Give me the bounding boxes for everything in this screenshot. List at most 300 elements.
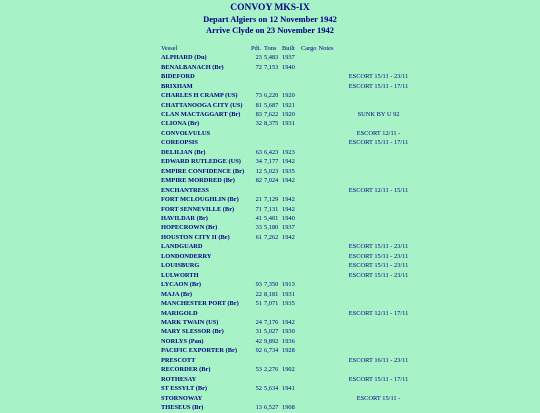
- vessel-cell: [160, 233, 250, 242]
- notes-cell: [318, 91, 440, 100]
- tons-cell: 7,129: [264, 196, 279, 204]
- vessel-cell: [160, 72, 250, 81]
- vessel-link[interactable]: ENCHANTRESS: [161, 186, 209, 194]
- built-cell: [281, 375, 300, 384]
- table-row: [160, 72, 440, 81]
- tons-cell: [263, 82, 281, 91]
- vessel-cell: [160, 101, 250, 110]
- table-row: [160, 309, 440, 318]
- notes-cell: [318, 223, 440, 232]
- vessel-cell: [160, 403, 250, 412]
- pdt-cell: [250, 242, 263, 251]
- cargo-cell: [300, 119, 318, 128]
- table-row: [160, 356, 440, 365]
- vessel-cell: [160, 176, 250, 185]
- pdt-cell: [250, 82, 263, 91]
- tons-cell: [263, 129, 281, 138]
- built-cell: 1935: [282, 300, 295, 308]
- cargo-cell: [300, 148, 318, 157]
- cargo-cell: [300, 53, 318, 62]
- convoy-title: CONVOY MKS-IX: [230, 3, 310, 13]
- pdt-cell: 34: [255, 158, 262, 166]
- built-cell: 1937: [282, 224, 295, 232]
- cargo-cell: [300, 176, 318, 185]
- built-cell: 1908: [282, 404, 295, 412]
- notes-cell: SUNK BY U 92: [357, 111, 400, 119]
- tons-cell: 7,262: [264, 233, 279, 241]
- notes-cell: [318, 148, 440, 157]
- cargo-cell: [300, 157, 318, 166]
- vessel-link[interactable]: HOPECROWN (Br): [161, 224, 218, 232]
- col-pdt: Pdt.: [251, 45, 262, 52]
- built-cell: 1920: [282, 111, 295, 119]
- vessel-cell: [160, 356, 250, 365]
- pdt-cell: 24: [255, 318, 262, 326]
- vessel-link[interactable]: MANCHESTER PORT (Br): [161, 300, 239, 308]
- pdt-cell: 21: [255, 196, 262, 204]
- built-cell: 1942: [282, 233, 295, 241]
- vessel-link[interactable]: DELILIAN (Br): [161, 148, 206, 156]
- table-row: [160, 129, 440, 138]
- notes-cell: [318, 63, 440, 72]
- vessel-link[interactable]: ALPHARD (Du): [161, 54, 207, 62]
- vessel-cell: [160, 280, 250, 289]
- pdt-cell: 12: [255, 167, 262, 175]
- pdt-cell: [250, 271, 263, 280]
- notes-cell: [318, 337, 440, 346]
- notes-cell: ESCORT 15/11 -: [356, 394, 401, 402]
- vessel-cell: [160, 91, 250, 100]
- vessel-link[interactable]: NORLYS (Pan): [161, 337, 204, 345]
- vessel-cell: [160, 384, 250, 393]
- table-row: [160, 233, 440, 242]
- convoy-table: [160, 44, 440, 413]
- pdt-cell: [250, 261, 263, 270]
- vessel-link[interactable]: LOUISBURG: [161, 262, 200, 270]
- pdt-cell: 42: [255, 337, 262, 345]
- vessel-cell: [160, 214, 250, 223]
- built-cell: 1931: [282, 290, 295, 298]
- table-row: [160, 299, 440, 308]
- built-cell: 1942: [282, 318, 295, 326]
- vessel-link[interactable]: CHATTANOOGA CITY (US): [161, 101, 243, 109]
- tons-cell: 5,483: [264, 54, 279, 62]
- vessel-link[interactable]: BRIXHAM: [161, 82, 193, 90]
- built-cell: [281, 356, 300, 365]
- pdt-cell: 13: [255, 404, 262, 412]
- cargo-cell: [300, 384, 318, 393]
- cargo-cell: [300, 394, 318, 403]
- col-tons: Tons: [264, 45, 277, 52]
- notes-cell: [318, 233, 440, 242]
- table-row: [160, 337, 440, 346]
- table-row: [160, 148, 440, 157]
- notes-cell: ESCORT 12/11 -: [356, 129, 401, 137]
- table-row: [160, 375, 440, 384]
- built-cell: 1921: [282, 101, 295, 109]
- table-row: [160, 110, 440, 119]
- vessel-link[interactable]: MAJA (Br): [161, 290, 193, 298]
- vessel-cell: [160, 138, 250, 147]
- table-row: [160, 63, 440, 72]
- notes-cell: ESCORT 15/11 - 23/11: [348, 252, 409, 260]
- vessel-cell: [160, 82, 250, 91]
- built-cell: [281, 72, 300, 81]
- pdt-cell: 83: [255, 111, 262, 119]
- notes-cell: [318, 365, 440, 374]
- built-cell: 1902: [282, 366, 295, 374]
- built-cell: 1935: [282, 167, 295, 175]
- notes-cell: [318, 346, 440, 355]
- built-cell: 1931: [282, 120, 295, 128]
- pdt-cell: 32: [255, 120, 262, 128]
- pdt-cell: 82: [255, 177, 262, 185]
- pdt-cell: [250, 186, 263, 195]
- vessel-cell: [160, 375, 250, 384]
- tons-cell: 5,023: [264, 167, 279, 175]
- table-row: [160, 327, 440, 336]
- vessel-cell: [160, 318, 250, 327]
- vessel-cell: [160, 63, 250, 72]
- vessel-link[interactable]: RECORDER (Br): [161, 366, 211, 374]
- cargo-cell: [300, 271, 318, 280]
- built-cell: 1930: [282, 328, 295, 336]
- pdt-cell: [250, 309, 263, 318]
- vessel-cell: [160, 205, 250, 214]
- vessel-cell: [160, 223, 250, 232]
- tons-cell: 5,634: [264, 385, 279, 393]
- pdt-cell: 52: [255, 385, 262, 393]
- vessel-link[interactable]: FORT MCLOUGHLIN (Br): [161, 196, 239, 204]
- arrive-line: Arrive Clyde on 23 November 1942: [205, 25, 335, 35]
- tons-cell: 7,131: [264, 205, 279, 213]
- tons-cell: 6,734: [264, 347, 279, 355]
- built-cell: 1942: [282, 196, 295, 204]
- vessel-link[interactable]: LYCAON (Br): [161, 281, 202, 289]
- cargo-cell: [300, 346, 318, 355]
- cargo-cell: [300, 129, 318, 138]
- depart-line: Depart Algiers on 12 November 1942: [203, 14, 337, 24]
- tons-cell: 5,027: [264, 328, 279, 336]
- pdt-cell: [250, 375, 263, 384]
- built-cell: 1940: [282, 215, 295, 222]
- notes-cell: [318, 290, 440, 299]
- tons-cell: 8,181: [264, 290, 279, 298]
- vessel-link[interactable]: LONDONDERRY: [161, 252, 212, 260]
- vessel-link[interactable]: LANDGUARD: [161, 243, 203, 251]
- tons-cell: [263, 394, 281, 403]
- vessel-cell: [160, 290, 250, 299]
- vessel-cell: [160, 53, 250, 62]
- tons-cell: 2,276: [264, 366, 279, 374]
- vessel-link[interactable]: COREOPSIS: [161, 139, 198, 147]
- pdt-cell: 53: [255, 366, 262, 374]
- tons-cell: 7,177: [264, 158, 279, 166]
- notes-cell: ESCORT 15/11 - 23/11: [348, 271, 409, 279]
- cargo-cell: [300, 365, 318, 374]
- cargo-cell: [300, 110, 318, 119]
- vessel-cell: [160, 365, 250, 374]
- built-cell: [281, 129, 300, 138]
- tons-cell: 7,622: [264, 111, 279, 119]
- pdt-cell: 63: [255, 148, 262, 156]
- tons-cell: 7,176: [264, 318, 279, 326]
- notes-cell: [318, 403, 440, 412]
- cargo-cell: [300, 195, 318, 204]
- tons-cell: [263, 309, 281, 318]
- notes-cell: [318, 167, 440, 176]
- notes-cell: [318, 384, 440, 393]
- built-cell: [281, 186, 300, 195]
- tons-cell: [263, 261, 281, 270]
- table-row: [160, 214, 440, 223]
- built-cell: [281, 309, 300, 318]
- vessel-link[interactable]: HOUSTON CITY II (Br): [161, 233, 230, 241]
- vessel-cell: [160, 110, 250, 119]
- tons-cell: 6,423: [264, 148, 279, 156]
- vessel-cell: [160, 167, 250, 176]
- vessel-cell: [160, 337, 250, 346]
- built-cell: 1942: [282, 177, 295, 185]
- cargo-cell: [300, 138, 318, 147]
- table-row: [160, 403, 440, 412]
- pdt-cell: [250, 394, 263, 403]
- notes-cell: [318, 280, 440, 289]
- cargo-cell: [300, 186, 318, 195]
- pdt-cell: [250, 252, 263, 261]
- vessel-cell: [160, 242, 250, 251]
- notes-cell: ESCORT 15/11 - 23/11: [348, 73, 409, 81]
- cargo-cell: [300, 214, 318, 223]
- table-row: [160, 119, 440, 128]
- tons-cell: [263, 375, 281, 384]
- vessel-link[interactable]: THESEUS (Br): [161, 404, 204, 412]
- table-row: [160, 157, 440, 166]
- notes-cell: ESCORT 15/11 - 23/11: [348, 243, 409, 251]
- cargo-cell: [300, 63, 318, 72]
- table-row: [160, 82, 440, 91]
- pdt-cell: [250, 138, 263, 147]
- table-row: [160, 394, 440, 403]
- vessel-cell: [160, 129, 250, 138]
- vessel-link[interactable]: HAVILDAR (Br): [161, 215, 208, 222]
- pdt-cell: [250, 72, 263, 81]
- vessel-link[interactable]: CLIONA (Br): [161, 120, 200, 128]
- built-cell: 1941: [282, 385, 295, 393]
- built-cell: [281, 394, 300, 403]
- built-cell: [281, 82, 300, 91]
- notes-cell: ESCORT 16/11 - 23/11: [348, 356, 409, 364]
- tons-cell: 7,153: [264, 63, 279, 71]
- tons-cell: 8,375: [264, 120, 279, 128]
- table-row: [160, 195, 440, 204]
- table-row: [160, 205, 440, 214]
- cargo-cell: [300, 327, 318, 336]
- pdt-cell: 41: [255, 215, 262, 222]
- table-row: [160, 223, 440, 232]
- vessel-cell: [160, 119, 250, 128]
- built-cell: 1936: [282, 337, 295, 345]
- cargo-cell: [300, 299, 318, 308]
- table-row: [160, 318, 440, 327]
- cargo-cell: [300, 82, 318, 91]
- pdt-cell: 31: [255, 328, 262, 336]
- vessel-link[interactable]: ST ESSYLT (Br): [161, 385, 208, 393]
- notes-cell: [318, 205, 440, 214]
- vessel-link[interactable]: CONVOLVULUS: [161, 129, 210, 137]
- notes-cell: [318, 318, 440, 327]
- built-cell: 1928: [282, 347, 295, 355]
- vessel-link[interactable]: EMPIRE MORDRED (Br): [161, 177, 235, 185]
- col-built: Built: [282, 45, 295, 52]
- notes-cell: ESCORT 15/11 - 17/11: [348, 375, 409, 383]
- notes-cell: [318, 327, 440, 336]
- cargo-cell: [300, 403, 318, 412]
- cargo-cell: [300, 233, 318, 242]
- vessel-link[interactable]: EDWARD RUTLEDGE (US): [161, 158, 241, 166]
- vessel-link[interactable]: PRESCOTT: [161, 356, 196, 364]
- vessel-link[interactable]: LULWORTH: [161, 271, 199, 279]
- tons-cell: 7,024: [264, 177, 279, 185]
- vessel-cell: [160, 271, 250, 280]
- cargo-cell: [300, 101, 318, 110]
- vessel-cell: [160, 195, 250, 204]
- table-row: [160, 271, 440, 280]
- built-cell: 1942: [282, 158, 295, 166]
- vessel-cell: [160, 346, 250, 355]
- vessel-link[interactable]: BIDEFORD: [161, 73, 195, 81]
- col-notes: Notes: [318, 45, 334, 52]
- pdt-cell: 81: [255, 101, 262, 109]
- cargo-cell: [300, 356, 318, 365]
- tons-cell: 5,687: [264, 101, 279, 109]
- cargo-cell: [300, 167, 318, 176]
- vessel-cell: [160, 261, 250, 270]
- notes-cell: ESCORT 12/11 - 17/11: [348, 309, 409, 317]
- tons-cell: [263, 242, 281, 251]
- page-header: [0, 0, 540, 36]
- table-header-row: [160, 44, 440, 53]
- vessel-link[interactable]: PACIFIC EXPORTER (Br): [161, 347, 237, 355]
- cargo-cell: [300, 72, 318, 81]
- cargo-cell: [300, 309, 318, 318]
- notes-cell: ESCORT 15/11 - 17/11: [348, 139, 409, 147]
- notes-cell: [318, 195, 440, 204]
- table-row: [160, 53, 440, 62]
- tons-cell: 5,401: [264, 215, 279, 222]
- table-row: [160, 138, 440, 147]
- vessel-link[interactable]: EMPIRE CONFIDENCE (Br): [161, 167, 245, 175]
- built-cell: 1913: [282, 281, 295, 289]
- cargo-cell: [300, 337, 318, 346]
- cargo-cell: [300, 290, 318, 299]
- vessel-cell: [160, 299, 250, 308]
- pdt-cell: 71: [255, 205, 262, 213]
- notes-cell: ESCORT 15/11 - 17/11: [348, 82, 409, 90]
- tons-cell: 6,527: [264, 404, 279, 412]
- cargo-cell: [300, 375, 318, 384]
- col-cargo: Cargo: [301, 45, 317, 52]
- cargo-cell: [300, 242, 318, 251]
- tons-cell: [263, 72, 281, 81]
- table-row: [160, 290, 440, 299]
- vessel-link[interactable]: MARIGOLD: [161, 309, 198, 317]
- built-cell: 1942: [282, 205, 295, 213]
- tons-cell: 6,220: [264, 92, 279, 100]
- table-row: [160, 261, 440, 270]
- vessel-cell: [160, 394, 250, 403]
- notes-cell: [318, 119, 440, 128]
- pdt-cell: [250, 356, 263, 365]
- table-row: [160, 280, 440, 289]
- cargo-cell: [300, 318, 318, 327]
- col-vessel: Vessel: [161, 45, 178, 52]
- notes-cell: [318, 101, 440, 110]
- table-body: [160, 53, 440, 412]
- tons-cell: [263, 356, 281, 365]
- pdt-cell: 22: [255, 290, 262, 298]
- pdt-cell: 61: [255, 233, 262, 241]
- table-row: [160, 346, 440, 355]
- vessel-cell: [160, 309, 250, 318]
- built-cell: 1940: [282, 63, 295, 71]
- tons-cell: [263, 186, 281, 195]
- tons-cell: 7,071: [264, 300, 279, 308]
- notes-cell: ESCORT 15/11 - 23/11: [348, 262, 409, 270]
- table-row: [160, 242, 440, 251]
- pdt-cell: 73: [255, 92, 262, 100]
- vessel-link[interactable]: FORT SENNEVILLE (Br): [161, 205, 235, 213]
- tons-cell: [263, 138, 281, 147]
- table-row: [160, 176, 440, 185]
- vessel-cell: [160, 252, 250, 261]
- built-cell: 1920: [282, 92, 295, 100]
- pdt-cell: 23: [255, 54, 262, 62]
- built-cell: 1923: [282, 148, 295, 156]
- notes-cell: [318, 214, 440, 223]
- vessel-link[interactable]: CHARLES H CRAMP (US): [161, 92, 238, 100]
- table-row: [160, 365, 440, 374]
- table-row: [160, 101, 440, 110]
- tons-cell: 5,180: [264, 224, 279, 232]
- tons-cell: 9,892: [264, 337, 279, 345]
- vessel-link[interactable]: ROTHESAY: [161, 375, 197, 383]
- pdt-cell: 93: [255, 281, 262, 289]
- pdt-cell: 51: [255, 300, 262, 308]
- built-cell: [281, 242, 300, 251]
- pdt-cell: 33: [255, 224, 262, 232]
- tons-cell: [263, 271, 281, 280]
- built-cell: 1937: [282, 54, 295, 62]
- notes-cell: [318, 299, 440, 308]
- notes-cell: ESCORT 12/11 - 15/11: [348, 186, 409, 194]
- vessel-cell: [160, 186, 250, 195]
- vessel-link[interactable]: CLAN MACTAGGART (Br): [161, 111, 241, 119]
- cargo-cell: [300, 280, 318, 289]
- cargo-cell: [300, 252, 318, 261]
- notes-cell: [318, 53, 440, 62]
- notes-cell: [318, 176, 440, 185]
- vessel-link[interactable]: STORNOWAY: [161, 394, 203, 402]
- vessel-link[interactable]: BENALBANACH (Br): [161, 63, 224, 71]
- notes-cell: [318, 157, 440, 166]
- pdt-cell: 92: [255, 347, 262, 355]
- table-row: [160, 167, 440, 176]
- cargo-cell: [300, 223, 318, 232]
- built-cell: [281, 252, 300, 261]
- vessel-link[interactable]: MARY SLESSOR (Br): [161, 328, 224, 336]
- vessel-link[interactable]: MARK TWAIN (US): [161, 318, 219, 326]
